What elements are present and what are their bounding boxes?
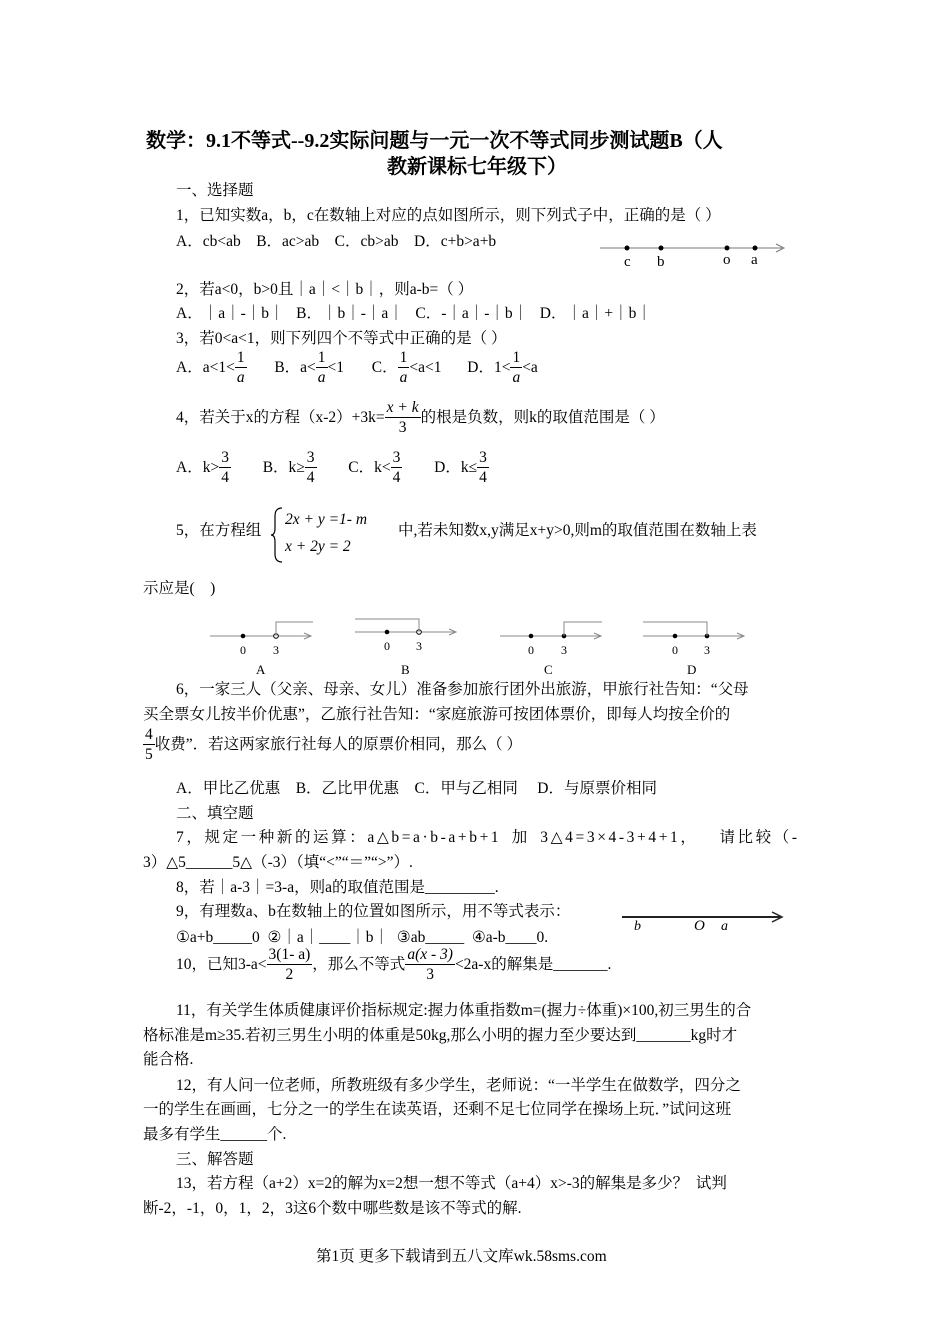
doc-title-line1: 数学：9.1不等式--9.2实际问题与一元一次不等式同步测试题B（人 [146, 130, 723, 152]
q2-stem: 2，若a<0，b>0且｜a｜<｜b｜，则a-b=（ ） [176, 281, 474, 298]
q5-a-three: 3 [273, 643, 279, 657]
section-choice-heading: 一、选择题 [176, 182, 254, 199]
section-fill-heading: 二、填空题 [176, 805, 254, 822]
q7-line1: 7，规定一种新的运算：a△b=a·b-a+b+1 加 3△4=3×4-3+4+1， 请比较（- [176, 829, 800, 846]
q6-line2: 买全票女儿按半价优惠”，乙旅行社告知：“家庭旅游可按团体票价，即每人均按全价的 [143, 706, 731, 723]
page-footer: 第1页 更多下载请到五八文库wk.58sms.com [316, 1248, 607, 1265]
q6-line3: $\frac{4}{5}$ 收费”．若这两家旅行社每人的原票价相同，那么（ ） [145, 726, 523, 764]
q5-choice-a: A [256, 662, 266, 677]
q7-line2: 3）△5______5△（-3）（填“<”“＝”“>”）. [143, 854, 413, 871]
q9-label-b: b [634, 919, 641, 934]
q5-line-d [643, 622, 744, 677]
q8-text: 8，若｜a-3｜=3-a，则a的取值范围是_________. [176, 879, 499, 896]
q1-number-line [598, 238, 790, 272]
q11-line2: 格标准是m≥35.若初三男生小明的体重是50kg,那么小明的握力至少要达到_______kg时才 [143, 1027, 738, 1044]
q1-label-a: a [751, 252, 758, 268]
q5-b-zero: 0 [384, 639, 390, 653]
q5-a-zero: 0 [240, 643, 246, 657]
q5-line-c [500, 622, 602, 677]
q5-choice-c: C [544, 662, 553, 677]
q1-label-b: b [657, 254, 665, 270]
q5-brace [270, 506, 284, 564]
q1-label-o: o [723, 252, 731, 268]
q6-line1: 6，一家三人（父亲、母亲、女儿）准备参加旅行团外出旅游，甲旅行社告知：“父母 [176, 681, 749, 698]
section-solve-heading: 三、解答题 [176, 1151, 254, 1168]
q5-stem-cont: 示应是( ) [143, 580, 216, 597]
q12-line2: 一的学生在画画，七分之一的学生在读英语，还剩不足七位同学在操场上玩．”试问这班 [143, 1101, 732, 1118]
q13-line2: 断-2，-1，0，1，2，3这6个数中哪些数是该不等式的解. [143, 1200, 522, 1217]
q3-stem: 3，若0<a<1，则下列四个不等式中正确的是（ ） [176, 330, 507, 347]
q10-text: 10，已知3-a< $\frac{3(1- a)}{2}$ ，那么不等式 $\frac{a(x - 3)}{3}$ <2a-x的解集是_______. [176, 946, 612, 984]
q12-line1: 12，有人问一位老师，所教班级有多少学生，老师说：“一半学生在做数学，四分之 [176, 1077, 741, 1094]
q5-c-three: 3 [561, 643, 567, 657]
q9-label-o: O [694, 918, 705, 934]
q5-number-lines [205, 612, 755, 682]
q5-line-b [355, 619, 456, 677]
q3-options: A．a<1< $\frac{1}{a}$ B．a< $\frac{1}{a}$ <1 C． $\frac{1}{a}$ <a<1 D．1< $\frac{1}{a}$ <a [176, 349, 538, 387]
q11-line1: 11，有关学生体质健康评价指标规定:握力体重指数m=(握力÷体重)×100,初三男生的合 [176, 1002, 752, 1019]
q5-eq2: x + 2y = 2 [285, 538, 351, 555]
q5-choice-b: B [401, 662, 410, 677]
q12-line3: 最多有学生______个. [143, 1126, 287, 1143]
q4-stem: 4，若关于x的方程（x-2）+3k= $\frac{x + k}{3}$ 的根是负数，则k的取值范围是（ ） [176, 399, 665, 437]
q5-stem-post: 中,若未知数x,y满足x+y>0,则m的取值范围在数轴上表 [398, 522, 757, 539]
q5-b-three: 3 [416, 639, 422, 653]
q1-options: A．cb<ab B．ac>ab C．cb>ab D．c+b>a+b [176, 233, 497, 250]
q5-d-three: 3 [704, 643, 710, 657]
q9-stem: 9，有理数a、b在数轴上的位置如图所示，用不等式表示： [176, 903, 571, 920]
q5-c-zero: 0 [528, 643, 534, 657]
q5-eq1: 2x + y =1- m [285, 511, 368, 528]
q2-options: A．｜a｜-｜b｜ B．｜b｜-｜a｜ C．-｜a｜-｜b｜ D．｜a｜+｜b｜ [176, 305, 652, 322]
q9-label-a: a [721, 919, 728, 934]
q5-choice-d: D [687, 662, 697, 677]
q11-line3: 能合格. [143, 1051, 194, 1068]
q9-number-line [620, 906, 788, 934]
q1-label-c: c [624, 254, 631, 270]
q5-line-a [210, 622, 313, 677]
q4-options: A．k> $\frac{3}{4}$ B．k≥ $\frac{3}{4}$ C．k< $\frac{3}{4}$ D．k≤ $\frac{3}{4}$ [176, 449, 487, 487]
q9-answers: ①a+b_____0 ②｜a｜____｜b｜ ③ab_____ ④a-b____0. [176, 929, 549, 946]
q5-stem-pre: 5，在方程组 [176, 522, 262, 539]
q5-d-zero: 0 [672, 643, 678, 657]
q6-options: A．甲比乙优惠 B．乙比甲优惠 C．甲与乙相同 D．与原票价相同 [176, 780, 657, 797]
doc-title-line2: 教新课标七年级下） [387, 156, 567, 178]
q1-stem: 1，已知实数a，b，c在数轴上对应的点如图所示，则下列式子中，正确的是（ ） [176, 207, 721, 224]
q13-line1: 13，若方程（a+2）x=2的解为x=2想一想不等式（a+4）x>-3的解集是多少？ 试判 [176, 1175, 727, 1192]
